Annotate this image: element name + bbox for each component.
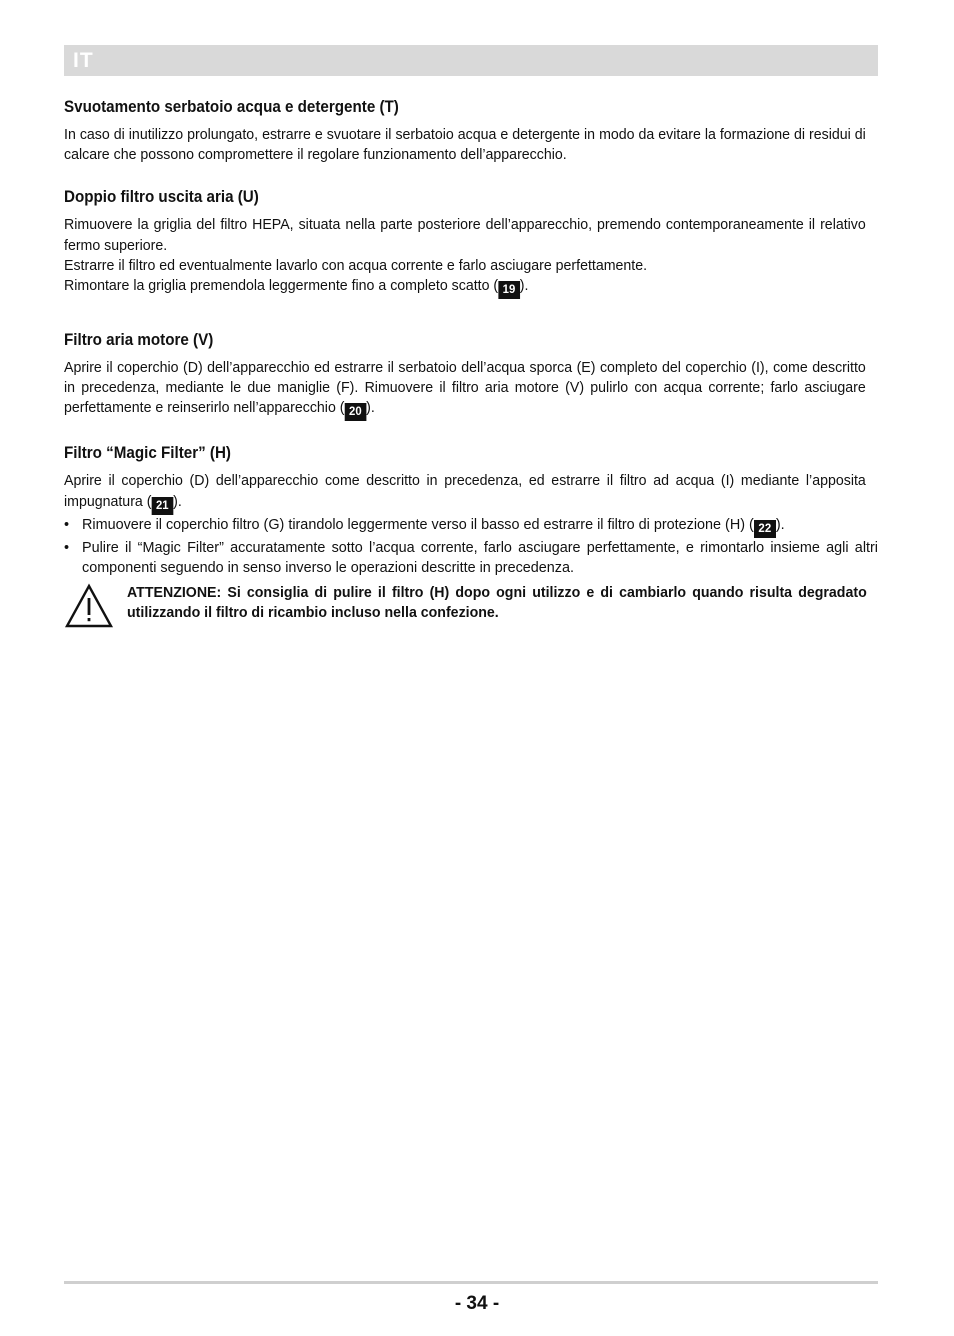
figure-ref-badge: 21 — [151, 497, 173, 515]
footer-divider — [64, 1281, 878, 1284]
section-title: Filtro aria motore (V) — [64, 331, 214, 350]
section-paragraph: Estrarre il filtro ed eventualmente lavarlo con acqua corrente e farlo asciugare perfettamente. — [64, 257, 648, 274]
warning-note — [64, 583, 878, 629]
bullet-marker: • — [64, 516, 70, 533]
figure-ref-badge: 19 — [498, 281, 520, 299]
section-magic-filter — [64, 442, 878, 629]
ref-text: Aprire il coperchio (D) dell’apparecchio ed estrarre il serbatoio dell’acqua sporca (E) completo del coperchio (I), come descritto in precedenza, mediante le due maniglie (F). Rimuovere il filtro aria motore (V) pulirlo con acqua corrente; farlo asciugare perfettamente e reinserirlo nell’apparecchio ( — [64, 360, 866, 417]
section-paragraph-with-ref — [64, 471, 866, 514]
section-paragraph: Rimuovere la griglia del filtro HEPA, situata nella parte posteriore dell’apparecchio, premendo contemporaneamente il relativo fermo superiore. — [64, 217, 866, 254]
section-title: Doppio filtro uscita aria (U) — [64, 188, 259, 207]
section-paragraph: In caso di inutilizzo prolungato, estrarre e svuotare il serbatoio acqua e detergente in modo da evitare la formazione di residui di calcare che possono compromettere il regolare funzionamento dell’apparecchio. — [64, 127, 866, 164]
section-water-tank — [64, 96, 878, 165]
section-paragraph-with-ref — [64, 276, 866, 299]
section-title: Svuotamento serbatoio acqua e detergente (T) — [64, 98, 399, 116]
ref-text: Aprire il coperchio (D) dell’apparecchio come descritto in precedenza, ed estrarre il filtro ad acqua (I) mediante l’apposita impugnatura ( — [64, 473, 866, 510]
ref-after: ). — [173, 493, 182, 510]
ref-text: Rimontare la griglia premendola leggermente fino a completo scatto ( — [64, 278, 499, 295]
section-motor-air-filter — [64, 329, 878, 421]
section-paragraph-with-ref — [64, 358, 866, 421]
bullet-marker: • — [64, 539, 70, 556]
list-item-text: Rimuovere il coperchio filtro (G) tirandolo leggermente verso il basso ed estrarre il filtro di protezione (H) ( — [82, 516, 754, 533]
bullet-list — [64, 515, 878, 578]
section-air-outlet-filter — [64, 186, 878, 299]
language-header-bar — [64, 45, 878, 76]
warning-triangle-icon — [64, 583, 114, 629]
list-item — [64, 538, 878, 578]
ref-after: ). — [519, 278, 529, 295]
ref-after: ). — [775, 516, 785, 533]
language-label: IT — [73, 49, 94, 72]
page-content — [64, 96, 878, 650]
list-item-text: Pulire il “Magic Filter” accuratamente sotto l’acqua corrente, farlo asciugare perfettamente, e rimontarlo insieme agli altri componenti seguendo in senso inverso le operazioni descritte in precedenza. — [82, 539, 878, 576]
ref-after: ). — [366, 400, 375, 417]
figure-ref-badge: 22 — [754, 520, 776, 538]
section-title: Filtro “Magic Filter” (H) — [64, 444, 231, 463]
page-number: - 34 - — [454, 1293, 500, 1314]
figure-ref-badge: 20 — [344, 403, 366, 421]
warning-text: ATTENZIONE: Si consiglia di pulire il filtro (H) dopo ogni utilizzo e di cambiarlo quando risulta degradato utilizzando il filtro di ricambio incluso nella confezione. — [127, 585, 867, 622]
list-item — [64, 515, 878, 538]
